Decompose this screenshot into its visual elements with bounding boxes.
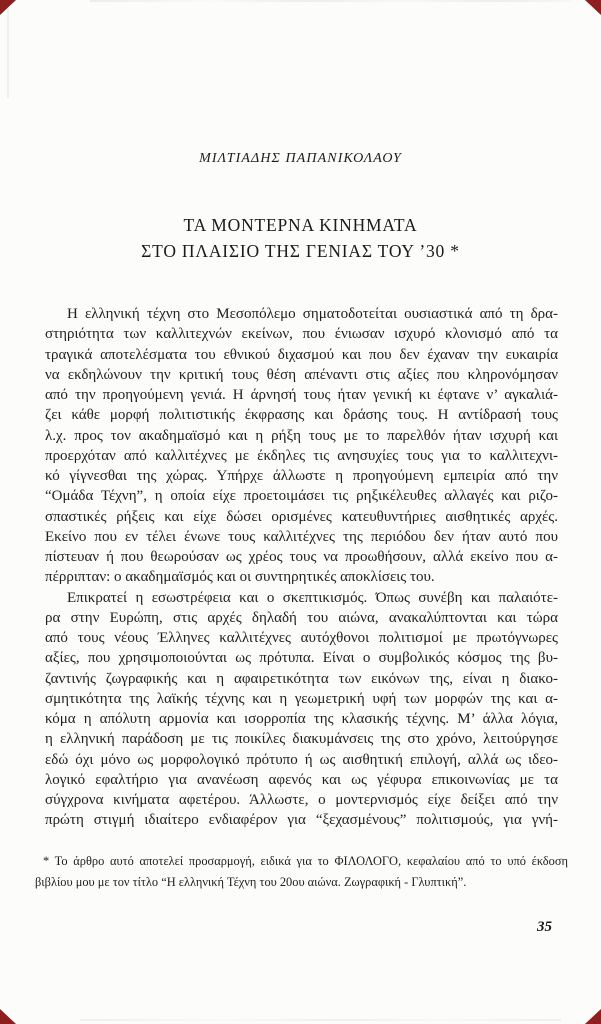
body-text-line: κόμα η απόλυτη αρμονία και ισορροπία της κλασικής τέχνης. Μ’ άλλα λόγια, bbox=[45, 711, 558, 727]
body-text-line: αξίες, που χρησιμοποιούνται ως πρότυπα. Είναι ο συμβολικός κόσμος της βυ- bbox=[45, 650, 558, 667]
body-text-line: “Ομάδα Τέχνη”, η οποία είχε προετοιμάσει τις ρηξικέλευθες αλλαγές και ριζο- bbox=[45, 488, 558, 505]
body-text-line: σπαστικές ρήξεις και είχε δώσει ορισμένες κατευθυντήριες αισθητικές αρχές. bbox=[45, 508, 558, 525]
body-text-line: ρα στην Ευρώπη, στις αρχές δηλαδή του αιώνα, ανακαλύπτονται και τώρα bbox=[45, 609, 558, 626]
corner-marker-top-right bbox=[585, 0, 601, 15]
paragraph-2 bbox=[45, 588, 558, 831]
body-text-line: από τους νέους Έλληνες καλλιτέχνες αυτόχθονοι πολιτισμοί με πρωτόγνωρες bbox=[45, 630, 558, 646]
body-text-line: Επικρατεί η εσωστρέφεια και ο σκεπτικισμός. Όπως συνέβη και παλαιότε- bbox=[67, 589, 558, 606]
body-text-line: η ελληνική παράδοση με τις ποικίλες διακυμάνσεις της στο χρόνο, λειτούργησε bbox=[45, 731, 558, 748]
scan-artifact-left-edge bbox=[7, 8, 9, 98]
body-text-line: τραγικά αποτελέσματα του εθνικού διχασμού και που δεν έχαναν την ευκαιρία bbox=[45, 346, 558, 363]
paragraph-1 bbox=[45, 304, 558, 588]
body-text-line: ζαντινής ζωγραφικής και η αφαιρετικότητα των εικόνων της, είναι η διακο- bbox=[45, 670, 558, 687]
article-title bbox=[0, 212, 601, 264]
corner-marker-bottom-left bbox=[0, 1009, 16, 1024]
footnote-line: βιβλίου μου με τον τίτλο “Η ελληνική Τέχνη του 20ου αιώνα. Ζωγραφική - Γλυπτική”. bbox=[35, 875, 467, 889]
body-text-line: σμητικότητα της λαϊκής τέχνης και η γεωμετρική υφή των μορφών της και α- bbox=[45, 690, 558, 707]
body-text-line: προερχόταν από καλλιτέχνες με έκδηλες τις ανησυχίες τους για το καλλιτεχνι- bbox=[45, 447, 558, 464]
footnote bbox=[35, 851, 568, 893]
body-text-line: πίστευαν ή που θεωρούσαν ως χρέος τους να προωθήσουν, αλλά εκείνο που α- bbox=[45, 549, 558, 565]
body-text-line: Εκείνο που εν τέλει ένωνε τους καλλιτέχνες της περιόδου δεν ήταν αυτό που bbox=[45, 528, 558, 545]
corner-marker-bottom-right bbox=[585, 1009, 601, 1024]
body-text-line: να εκδηλώνουν την κριτική τους θέση απέναντι στις αξίες που κληρονόμησαν bbox=[45, 366, 558, 383]
body-text-line: Η ελληνική τέχνη στο Μεσοπόλεμο σηματοδοτείται ουσιαστικά από τη δρα- bbox=[67, 306, 558, 322]
body-text-line: λ.χ. προς τον ακαδημαϊσμό και η ρήξη τους με το παρελθόν ήταν ισχυρή και bbox=[45, 427, 558, 444]
body-text-line: πρώτη στιγμή ιδιαίτερο ενδιαφέρον για “ξεχασμένους” πολιτισμούς, για γνή- bbox=[45, 812, 558, 829]
body-text-line: πέρριπταν: ο ακαδημαϊσμός και οι συντηρητικές αποκλίσεις του. bbox=[45, 569, 435, 586]
body-text-line: από την προηγούμενη γενιά. Η άρνησή τους ήταν γενική κι έφτανε ν’ αγκαλιά- bbox=[45, 387, 558, 403]
body-text-line: εδώ όχι μόνο ως μορφολογικό πρότυπο ή ως αισθητική επιλογή, αλλά ως ιδεο- bbox=[45, 751, 558, 768]
scan-artifact-top-edge bbox=[90, 0, 571, 2]
footnote-line: * Το άρθρο αυτό αποτελεί προσαρμογή, ειδικά για το ΦΙΛΟΛΟΓΟ, κεφαλαίου από το υπό έκδοση bbox=[43, 854, 568, 868]
body-text-line: ζει κάθε μορφή πολιτιστικής έκφρασης και δράσης τους. Η αντίδρασή τους bbox=[45, 407, 558, 424]
page-number: 35 bbox=[537, 919, 552, 935]
body-text-line: στηριότητα των καλλιτεχνών εκείνων, που ένιωσαν ισχυρό κλονισμό από τα bbox=[45, 326, 558, 343]
article-title-line2: ΣΤΟ ΠΛΑΙΣΙΟ ΤΗΣ ΓΕΝΙΑΣ ΤΟΥ ’30 * bbox=[141, 241, 460, 261]
article-title-line1: ΤΑ ΜΟΝΤΕΡΝΑ ΚΙΝΗΜΑΤΑ bbox=[183, 215, 418, 235]
scan-artifact-bottom-edge bbox=[80, 1019, 561, 1021]
body-text-line: λογικό εφαλτήριο για ανανέωση αφενός και ως γέφυρα επικοινωνίας με τα bbox=[45, 771, 558, 788]
body-text bbox=[45, 304, 558, 831]
author-name: ΜΙΛΤΙΑΔΗΣ ΠΑΠΑΝΙΚΟΛΑΟΥ bbox=[199, 151, 402, 166]
body-text-line: κό γίγνεσθαι της χώρας. Υπήρχε άλλωστε η προηγούμενη εμπειρία από την bbox=[45, 468, 558, 484]
body-text-line: σύγχρονα κινήματα αφετέρου. Άλλωστε, ο μοντερνισμός είχε δείξει από την bbox=[45, 792, 558, 808]
